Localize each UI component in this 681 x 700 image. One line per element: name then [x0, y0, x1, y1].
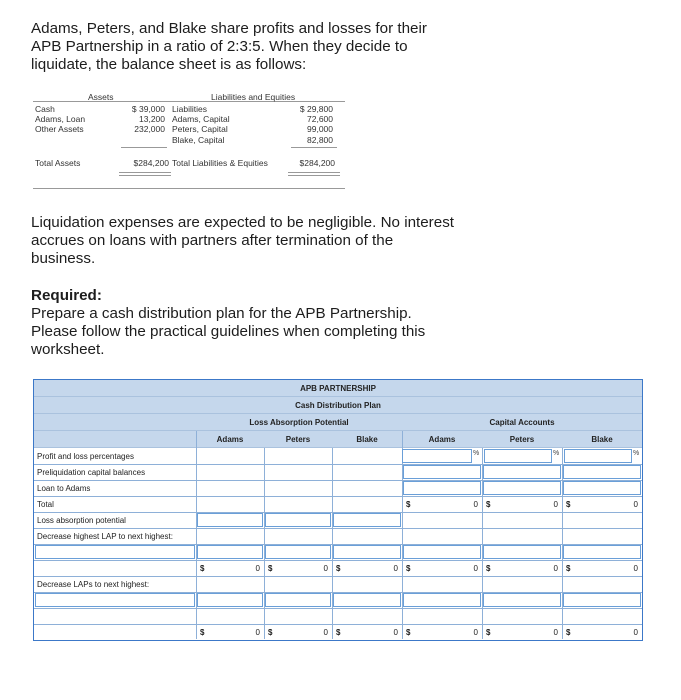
- peters-total-cell: [482, 496, 562, 512]
- intro-text: [31, 20, 427, 74]
- dollar-sign: $: [486, 500, 491, 509]
- adams-pct-input[interactable]: [402, 449, 472, 463]
- liability-value: 99,000: [307, 124, 333, 134]
- liquidation-line-1: Liquidation expenses are expected to be negligible. No interest: [31, 214, 455, 231]
- worksheet-partner-row: [34, 431, 642, 448]
- asset-label: Cash: [35, 104, 55, 114]
- peters-lap-subtotal: [264, 560, 332, 576]
- dollar-sign: $: [566, 564, 571, 573]
- row-label: Total: [37, 500, 54, 509]
- required-heading: Required:: [31, 287, 102, 304]
- dollar-sign: $: [566, 500, 571, 509]
- worksheet-subtitle-row: [34, 397, 642, 414]
- rule: [291, 147, 337, 148]
- peters-loan-input[interactable]: [483, 481, 561, 495]
- adams-prelim-input[interactable]: [403, 465, 481, 479]
- blake-cap-decrease2-input[interactable]: [563, 593, 641, 607]
- blake-lap-subtotal: [332, 560, 402, 576]
- asset-value: 13,200: [139, 114, 165, 124]
- capital-accounts-header: Capital Accounts: [489, 418, 555, 427]
- blake-loan-input[interactable]: [563, 481, 641, 495]
- intro-line-2: APB Partnership in a ratio of 2:3:5. When they decide to: [31, 38, 408, 55]
- liability-value: $ 29,800: [299, 104, 333, 114]
- dollar-sign: $: [486, 628, 491, 637]
- adams-cap-subtotal: [402, 560, 482, 576]
- spacer-row: [34, 608, 642, 625]
- decrease-laps-row: [34, 576, 642, 593]
- row-label: Loss absorption potential: [37, 516, 126, 525]
- adams-lap-subtotal: [196, 560, 264, 576]
- cell-value: 0: [473, 628, 478, 637]
- adams-cap-subtotal-2: [402, 624, 482, 640]
- adams-lap-input[interactable]: [197, 513, 263, 527]
- worksheet-subtitle: Cash Distribution Plan: [295, 401, 381, 410]
- required-section: [31, 287, 425, 359]
- total-liabilities-value: $284,200: [299, 158, 335, 168]
- loan-row: [34, 480, 642, 497]
- lap-blake-header: Blake: [356, 435, 378, 444]
- cap-adams-header: Adams: [428, 435, 456, 444]
- cell-value: 0: [393, 564, 398, 573]
- decrease-laps-input-row: [34, 592, 642, 609]
- decrease-highest-input-row: [34, 544, 642, 561]
- peters-lap-input[interactable]: [265, 513, 331, 527]
- subtotal-row-1: [34, 560, 642, 577]
- peters-pct-input[interactable]: [484, 449, 552, 463]
- cap-blake-header: Blake: [591, 435, 613, 444]
- peters-cap-subtotal-2: [482, 624, 562, 640]
- cash-distribution-worksheet: [33, 379, 643, 641]
- blake-total-cell: [562, 496, 642, 512]
- decrease-highest-row: [34, 528, 642, 545]
- cell-value: 0: [633, 564, 638, 573]
- dollar-sign: $: [406, 628, 411, 637]
- total-row: [34, 496, 642, 513]
- adams-decrease2-input[interactable]: [197, 593, 263, 607]
- lap-header: Loss Absorption Potential: [249, 418, 349, 427]
- cell-value: 0: [633, 500, 638, 509]
- percent-sign: %: [553, 450, 560, 457]
- dollar-sign: $: [336, 564, 341, 573]
- row-label: Loan to Adams: [37, 484, 91, 493]
- worksheet-section-row: [34, 414, 642, 431]
- peters-decrease-input[interactable]: [265, 545, 331, 559]
- preliquidation-row: [34, 464, 642, 481]
- cap-peters-header: Peters: [509, 435, 535, 444]
- cell-value: 0: [553, 564, 558, 573]
- intro-line-3: liquidate, the balance sheet is as follows:: [31, 56, 307, 73]
- double-rule: [288, 172, 340, 173]
- liquidation-line-2: accrues on loans with partners after termination of the: [31, 232, 394, 249]
- dollar-sign: $: [406, 564, 411, 573]
- liability-label: Peters, Capital: [172, 124, 228, 134]
- liability-label: Liabilities: [172, 104, 207, 114]
- dollar-sign: $: [200, 564, 205, 573]
- pl-percentages-row: [34, 448, 642, 465]
- blake-prelim-input[interactable]: [563, 465, 641, 479]
- cell-value: 0: [323, 628, 328, 637]
- asset-value: $ 39,000: [131, 104, 165, 114]
- lap-peters-header: Peters: [285, 435, 311, 444]
- row-label: Preliquidation capital balances: [37, 468, 146, 477]
- peters-cap-decrease2-input[interactable]: [483, 593, 561, 607]
- row-label: Decrease LAPs to next highest:: [37, 580, 150, 589]
- percent-sign: %: [473, 450, 480, 457]
- bs-top-rule: [33, 101, 345, 102]
- peters-prelim-input[interactable]: [483, 465, 561, 479]
- percent-sign: %: [633, 450, 640, 457]
- cell-value: 0: [473, 564, 478, 573]
- required-line-3: worksheet.: [31, 341, 105, 358]
- adams-lap-subtotal-2: [196, 624, 264, 640]
- liability-value: 82,800: [307, 135, 333, 145]
- decrease-highest-label-input[interactable]: [35, 545, 195, 559]
- peters-cap-decrease-input[interactable]: [483, 545, 561, 559]
- bs-bottom-rule: [33, 188, 345, 189]
- liabilities-header: Liabilities and Equities: [211, 92, 296, 102]
- blake-decrease2-input[interactable]: [333, 593, 401, 607]
- liability-label: Blake, Capital: [172, 135, 225, 145]
- blake-cap-decrease-input[interactable]: [563, 545, 641, 559]
- assets-header: Assets: [88, 92, 114, 102]
- dollar-sign: $: [406, 500, 411, 509]
- dollar-sign: $: [268, 628, 273, 637]
- intro-line-1: Adams, Peters, and Blake share profits and losses for their: [31, 20, 427, 37]
- adams-cap-decrease2-input[interactable]: [403, 593, 481, 607]
- cell-value: 0: [553, 500, 558, 509]
- asset-value: 232,000: [134, 124, 165, 134]
- peters-cap-subtotal: [482, 560, 562, 576]
- dollar-sign: $: [336, 628, 341, 637]
- asset-label: Other Assets: [35, 124, 84, 134]
- peters-decrease2-input[interactable]: [265, 593, 331, 607]
- cell-value: 0: [553, 628, 558, 637]
- cell-value: 0: [255, 564, 260, 573]
- double-rule: [119, 175, 171, 176]
- blake-cap-subtotal: [562, 560, 642, 576]
- subtotal-row-2: [34, 624, 642, 640]
- adams-loan-input[interactable]: [403, 481, 481, 495]
- cell-value: 0: [393, 628, 398, 637]
- required-line-1: Prepare a cash distribution plan for the APB Partnership.: [31, 305, 412, 322]
- lap-adams-header: Adams: [216, 435, 244, 444]
- cell-value: 0: [633, 628, 638, 637]
- row-label: Decrease highest LAP to next highest:: [37, 532, 173, 541]
- liquidation-text: [31, 214, 454, 268]
- liability-label: Adams, Capital: [172, 114, 230, 124]
- dollar-sign: $: [486, 564, 491, 573]
- blake-pct-input[interactable]: [564, 449, 632, 463]
- double-rule: [288, 175, 340, 176]
- cell-value: 0: [323, 564, 328, 573]
- double-rule: [119, 172, 171, 173]
- peters-lap-subtotal-2: [264, 624, 332, 640]
- adams-total-cell: [402, 496, 482, 512]
- rule: [121, 147, 167, 148]
- adams-decrease-input[interactable]: [197, 545, 263, 559]
- decrease-laps-label-input[interactable]: [35, 593, 195, 607]
- lap-row: [34, 512, 642, 529]
- blake-lap-subtotal-2: [332, 624, 402, 640]
- total-assets-label: Total Assets: [35, 158, 81, 168]
- cell-value: 0: [473, 500, 478, 509]
- blake-cap-subtotal-2: [562, 624, 642, 640]
- dollar-sign: $: [566, 628, 571, 637]
- worksheet-title: APB PARTNERSHIP: [300, 384, 376, 393]
- liability-value: 72,600: [307, 114, 333, 124]
- liquidation-line-3: business.: [31, 250, 96, 267]
- adams-cap-decrease-input[interactable]: [403, 545, 481, 559]
- total-liabilities-label: Total Liabilities & Equities: [172, 158, 268, 168]
- blake-decrease-input[interactable]: [333, 545, 401, 559]
- dollar-sign: $: [200, 628, 205, 637]
- blake-lap-input[interactable]: [333, 513, 401, 527]
- balance-sheet: [33, 92, 345, 190]
- total-assets-value: $284,200: [133, 158, 169, 168]
- dollar-sign: $: [268, 564, 273, 573]
- asset-label: Adams, Loan: [35, 114, 86, 124]
- row-label: Profit and loss percentages: [37, 452, 134, 461]
- worksheet-title-row: [34, 380, 642, 397]
- required-line-2: Please follow the practical guidelines when completing this: [31, 323, 426, 340]
- cell-value: 0: [255, 628, 260, 637]
